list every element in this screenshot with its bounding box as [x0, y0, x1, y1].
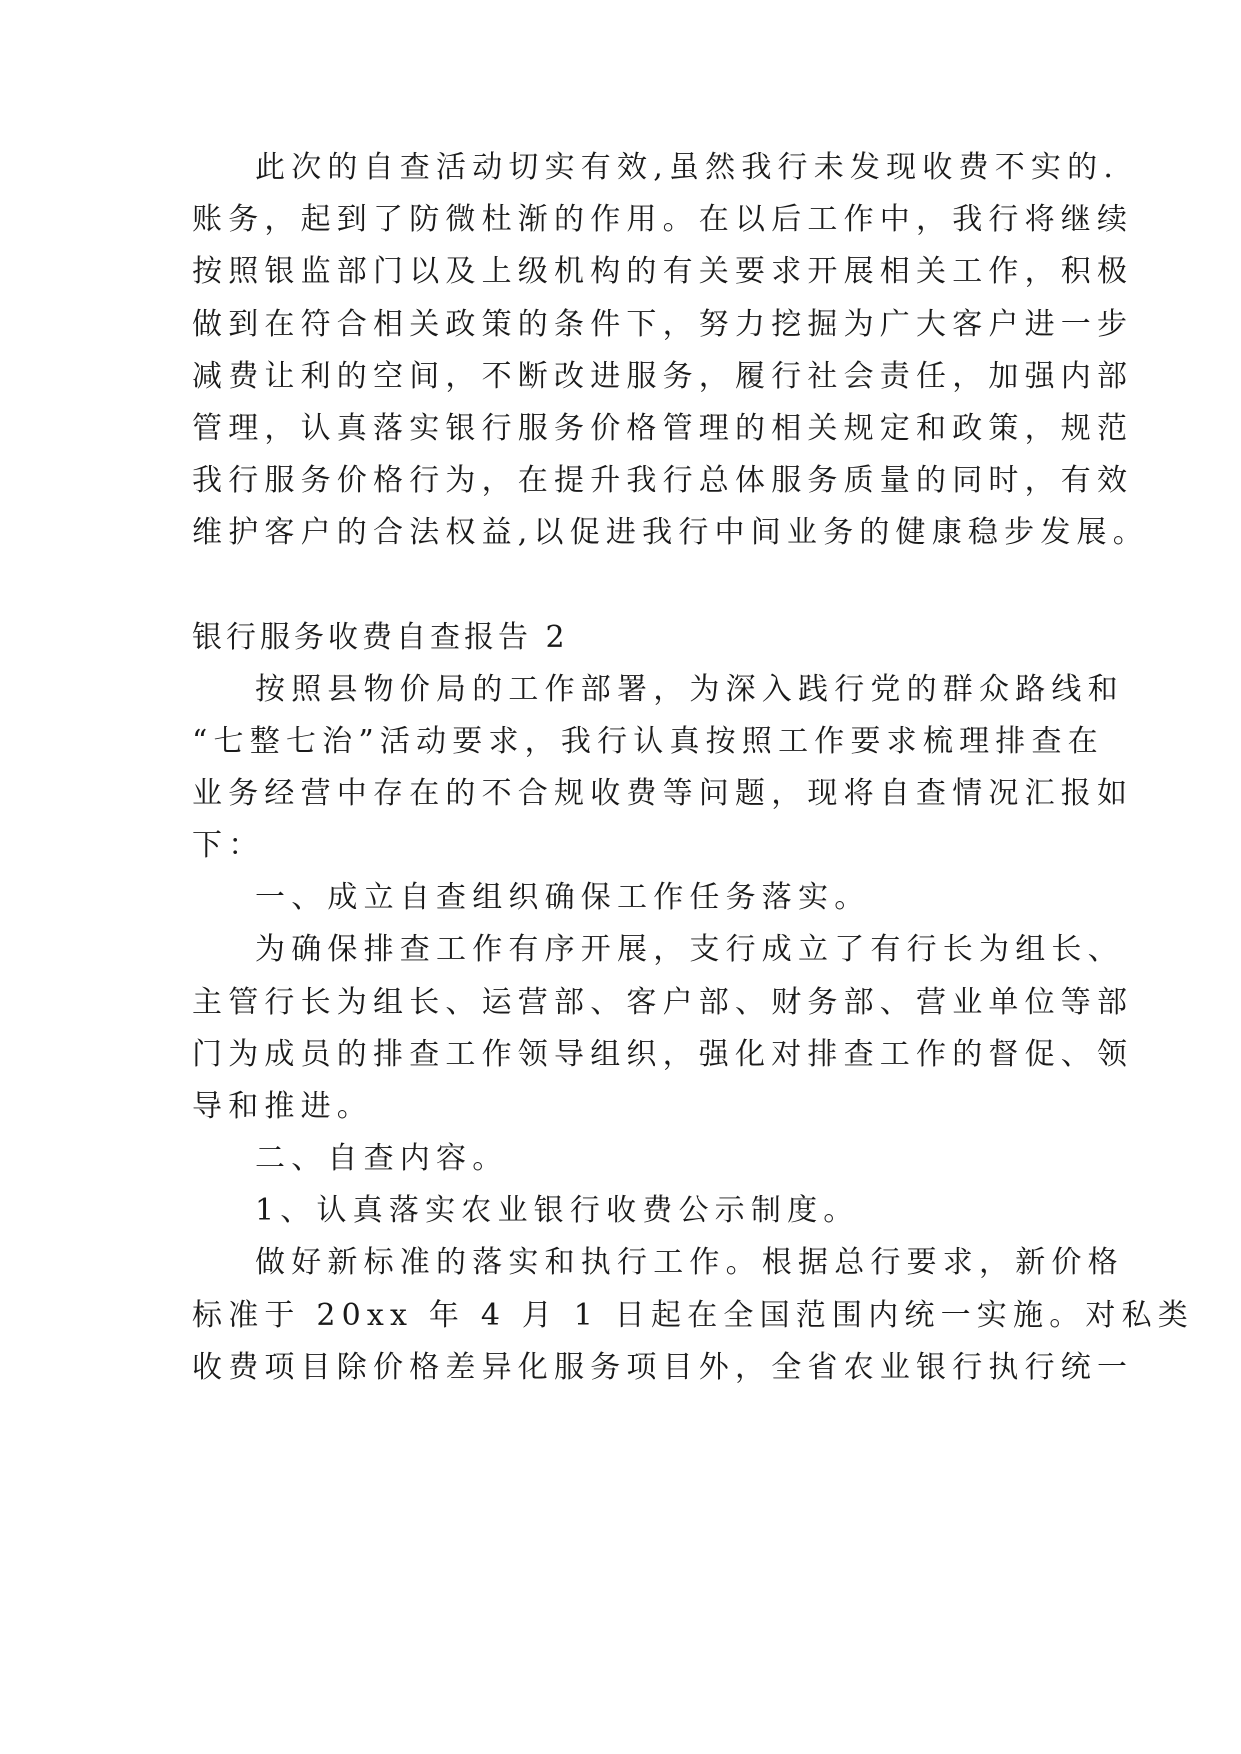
paragraph-line: 为确保排查工作有序开展，支行成立了有行长为组长、 — [255, 932, 1124, 967]
paragraph-line: 下： — [192, 828, 265, 863]
paragraph-line: 按照县物价局的工作部署，为深入践行党的群众路线和 — [255, 672, 1124, 707]
paragraph-line: 账务，起到了防微杜渐的作用。在以后工作中，我行将继续 — [192, 202, 1134, 237]
subheading: 二、自查内容。 — [255, 1141, 509, 1176]
paragraph-line: 维护客户的合法权益,以促进我行中间业务的健康稳步发展。 — [192, 515, 1149, 550]
paragraph-line: 主管行长为组长、运营部、客户部、财务部、营业单位等部 — [192, 985, 1134, 1020]
paragraph-line: 管理，认真落实银行服务价格管理的相关规定和政策，规范 — [192, 411, 1134, 446]
paragraph-line: 做到在符合相关政策的条件下，努力挖掘为广大客户进一步 — [192, 307, 1134, 342]
paragraph-line: 导和推进。 — [192, 1089, 373, 1124]
paragraph-line: 收费项目除价格差异化服务项目外，全省农业银行执行统一 — [192, 1350, 1134, 1385]
paragraph-line: “七整七治”活动要求，我行认真按照工作要求梳理排查在 — [192, 724, 1104, 759]
paragraph-line: 我行服务价格行为，在提升我行总体服务质量的同时，有效 — [192, 463, 1134, 498]
paragraph-line: 门为成员的排查工作领导组织，强化对排查工作的督促、领 — [192, 1037, 1134, 1072]
list-item: 1、认真落实农业银行收费公示制度。 — [255, 1193, 860, 1228]
section-title: 银行服务收费自查报告 2 — [192, 620, 569, 655]
paragraph-line: 业务经营中存在的不合规收费等问题，现将自查情况汇报如 — [192, 776, 1134, 811]
paragraph-line: 按照银监部门以及上级机构的有关要求开展相关工作，积极 — [192, 254, 1134, 289]
paragraph-line: 此次的自查活动切实有效,虽然我行未发现收费不实的. — [255, 150, 1120, 185]
subheading: 一、成立自查组织确保工作任务落实。 — [255, 880, 871, 915]
paragraph-line: 减费让利的空间，不断改进服务，履行社会责任，加强内部 — [192, 359, 1134, 394]
paragraph-line: 做好新标准的落实和执行工作。根据总行要求，新价格 — [255, 1245, 1124, 1280]
paragraph-line: 标准于 20xx 年 4 月 1 日起在全国范围内统一实施。对私类 — [192, 1298, 1195, 1333]
